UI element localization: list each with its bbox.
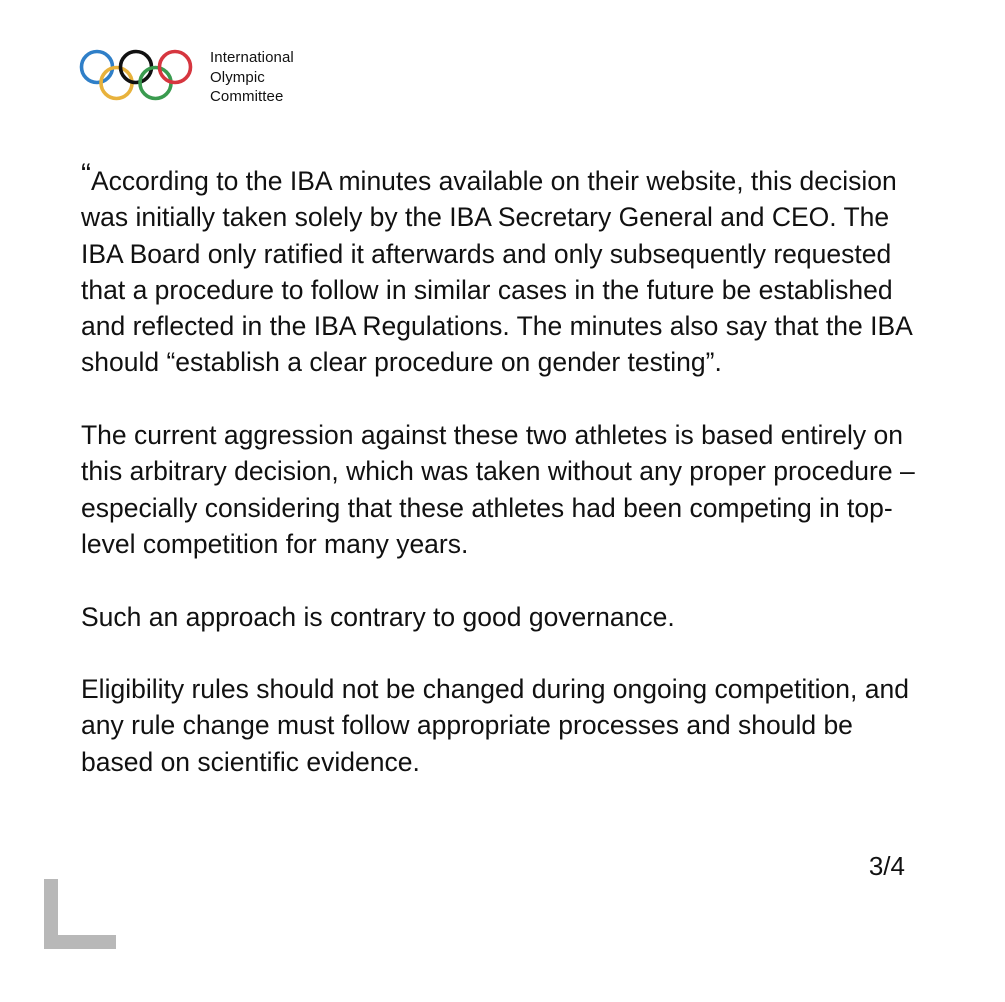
opening-quote-mark: “	[81, 158, 90, 191]
ring-green	[140, 68, 171, 99]
page-indicator: 3/4	[868, 851, 905, 881]
ring-yellow	[101, 68, 132, 99]
org-name-line-3: Committee	[210, 88, 284, 105]
statement-paragraph-4: Eligibility rules should not be changed during ongoing competition, and any rule change must follow appropriate processes and should be based on scientific evidence.	[81, 674, 909, 777]
organization-name	[210, 48, 294, 107]
statement-body	[81, 158, 921, 780]
statement-paragraph-2: The current aggression against these two athletes is based entirely on this arbitrary decision, which was taken without any proper procedure – especially considering that these athletes had been competing in top-level competition for many years.	[81, 420, 915, 559]
statement-paragraph-3: Such an approach is contrary to good governance.	[81, 601, 675, 632]
statement-paragraph-1	[81, 158, 921, 381]
org-name-line-2: Olympic	[210, 68, 265, 86]
corner-bracket-decoration	[44, 879, 116, 949]
ring-black	[121, 52, 152, 83]
paragraph-1-text: According to the IBA minutes available on their website, this decision was initially taken solely by the IBA Secretary General and CEO. The IBA Board only ratified it afterwards and only subsequently requested that a procedure to follow in similar cases in the future be established and reflected in the IBA Regulations. The minutes also say that the IBA should “establish a clear procedure on gender testing”.	[81, 166, 912, 378]
ring-red	[160, 52, 191, 83]
org-name-line-1: International	[210, 49, 294, 66]
header-logo	[79, 47, 294, 107]
corner-bracket-horizontal	[44, 935, 116, 949]
olympic-rings-icon	[79, 47, 195, 103]
ring-blue	[82, 52, 113, 83]
